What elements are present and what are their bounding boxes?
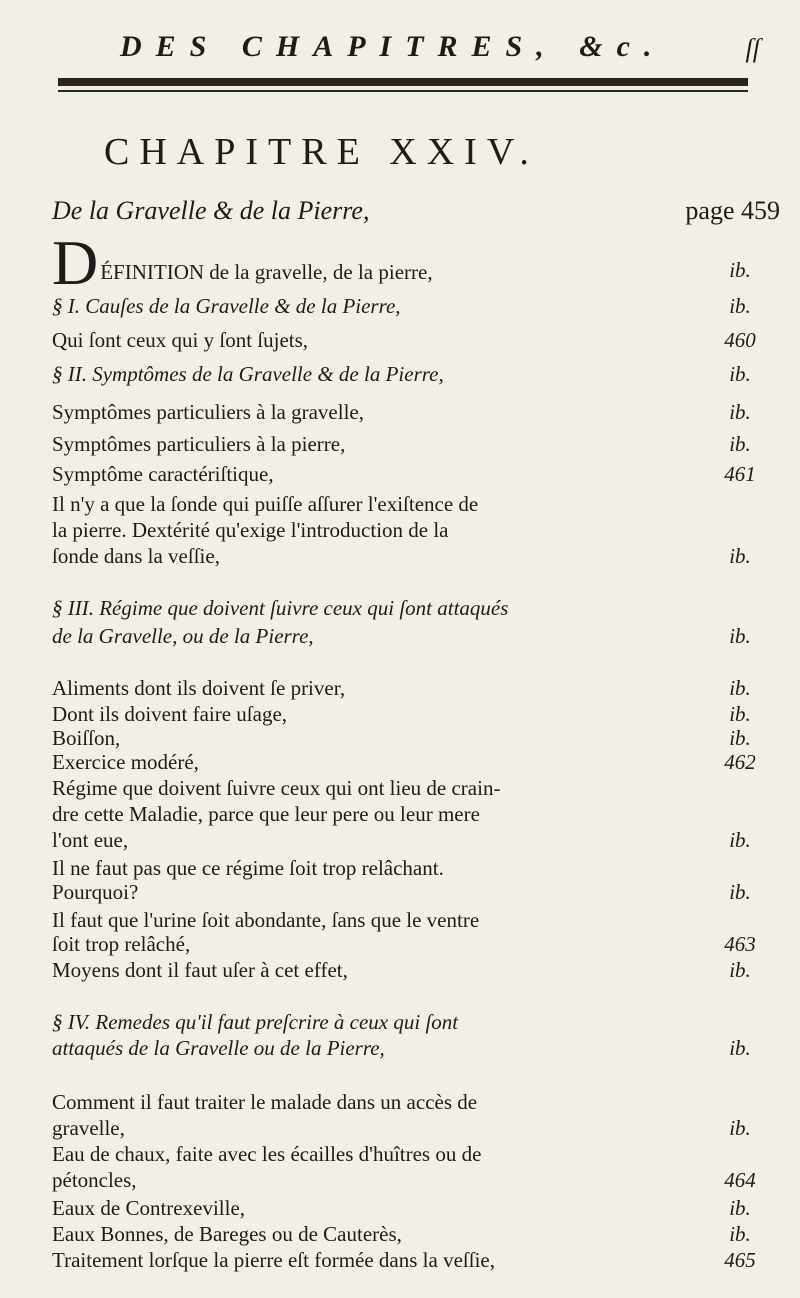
toc-entry: dre cette Maladie, parce que leur pere ou leur mere (52, 802, 480, 826)
toc-entry: Symptôme caractériſtique, (52, 462, 274, 486)
toc-entry: Traitement lorſque la pierre eſt formée dans la veſſie, (52, 1248, 495, 1272)
header-rule-thick (58, 78, 748, 86)
toc-entry: Symptômes particuliers à la gravelle, (52, 400, 364, 424)
toc-entry: § IV. Remedes qu'il faut preſcrire à ceux qui ſont (52, 1010, 459, 1034)
toc-entry: Pourquoi? (52, 880, 139, 904)
toc-entry: Dont ils doivent faire uſage, (52, 702, 288, 726)
toc-entry-page: ib. (729, 1116, 751, 1140)
toc-entry-page: 462 (724, 750, 756, 774)
toc-entry: Eaux Bonnes, de Bareges ou de Cauterès, (52, 1222, 402, 1246)
toc-entry: l'ont eue, (52, 828, 129, 852)
toc-entry: § II. Symptômes de la Gravelle & de la Pierre, (52, 362, 444, 386)
toc-entry-page: ib. (729, 432, 751, 456)
toc-entry-text: ÉFINITION de la gravelle, de la pierre, (100, 260, 433, 284)
toc-entry-page: ib. (729, 828, 751, 852)
toc-entry-page: 461 (724, 462, 756, 486)
toc-entry-page: ib. (729, 676, 751, 700)
toc-entry: Exercice modéré, (52, 750, 199, 774)
toc-entry: ſoit trop relâché, (52, 932, 191, 956)
toc-entry: ſonde dans la veſſie, (52, 544, 220, 568)
chapter-title: CHAPITRE XXIV. (104, 131, 539, 173)
chapter-subtitle-page: page 459 (685, 196, 780, 225)
toc-entry: Eau de chaux, faite avec les écailles d'huîtres ou de (52, 1142, 482, 1166)
toc-entry: Il n'y a que la ſonde qui puiſſe aſſurer l'exiſtence de (52, 492, 479, 516)
toc-entry: Symptômes particuliers à la pierre, (52, 432, 346, 456)
toc-entry: attaqués de la Gravelle ou de la Pierre, (52, 1036, 385, 1060)
toc-entry (52, 227, 692, 298)
toc-entry-page: ib. (729, 1222, 751, 1246)
toc-entry: Aliments dont ils doivent ſe priver, (52, 676, 346, 700)
page-number: ſſ (745, 34, 760, 63)
toc-entry-page: 463 (724, 932, 756, 956)
toc-entry-page: ib. (729, 258, 751, 282)
running-title: DES CHAPITRES, &c. (120, 30, 666, 63)
toc-entry: Moyens dont il faut uſer à cet effet, (52, 958, 348, 982)
toc-entry-page: ib. (729, 958, 751, 982)
toc-entry-page: ib. (729, 624, 751, 648)
toc-entry: Il faut que l'urine ſoit abondante, ſans que le ventre (52, 908, 480, 932)
toc-entry-page: 465 (724, 1248, 756, 1272)
toc-entry: Boiſſon, (52, 726, 121, 750)
toc-entry: § I. Cauſes de la Gravelle & de la Pierre, (52, 294, 401, 318)
toc-entry-page: ib. (729, 362, 751, 386)
header-rule-thin (58, 90, 748, 92)
chapter-subtitle: De la Gravelle & de la Pierre, (52, 196, 370, 225)
toc-entry-page: 460 (724, 328, 756, 352)
toc-entry-page: ib. (729, 400, 751, 424)
toc-entry-page: ib. (729, 544, 751, 568)
toc-entry: la pierre. Dextérité qu'exige l'introduction de la (52, 518, 449, 542)
toc-entry: Comment il faut traiter le malade dans un accès de (52, 1090, 478, 1114)
toc-entry-page: ib. (729, 880, 751, 904)
drop-cap: D (52, 227, 99, 298)
toc-entry: de la Gravelle, ou de la Pierre, (52, 624, 314, 648)
toc-entry: Il ne faut pas que ce régime ſoit trop relâchant. (52, 856, 444, 880)
toc-entry-page: ib. (729, 1036, 751, 1060)
toc-entry-page: ib. (729, 702, 751, 726)
toc-entry: Régime que doivent ſuivre ceux qui ont lieu de crain- (52, 776, 501, 800)
running-head (0, 30, 800, 70)
toc-entry-page: 464 (724, 1168, 756, 1192)
toc-entry: Eaux de Contrexeville, (52, 1196, 246, 1220)
toc-entry-page: ib. (729, 294, 751, 318)
toc-entry-page: ib. (729, 726, 751, 750)
toc-entry: Qui ſont ceux qui y ſont ſujets, (52, 328, 309, 352)
toc-entry: § III. Régime que doivent ſuivre ceux qui ſont attaqués (52, 596, 509, 620)
toc-entry: pétoncles, (52, 1168, 137, 1192)
toc-entry-page: ib. (729, 1196, 751, 1220)
toc-entry: gravelle, (52, 1116, 125, 1140)
